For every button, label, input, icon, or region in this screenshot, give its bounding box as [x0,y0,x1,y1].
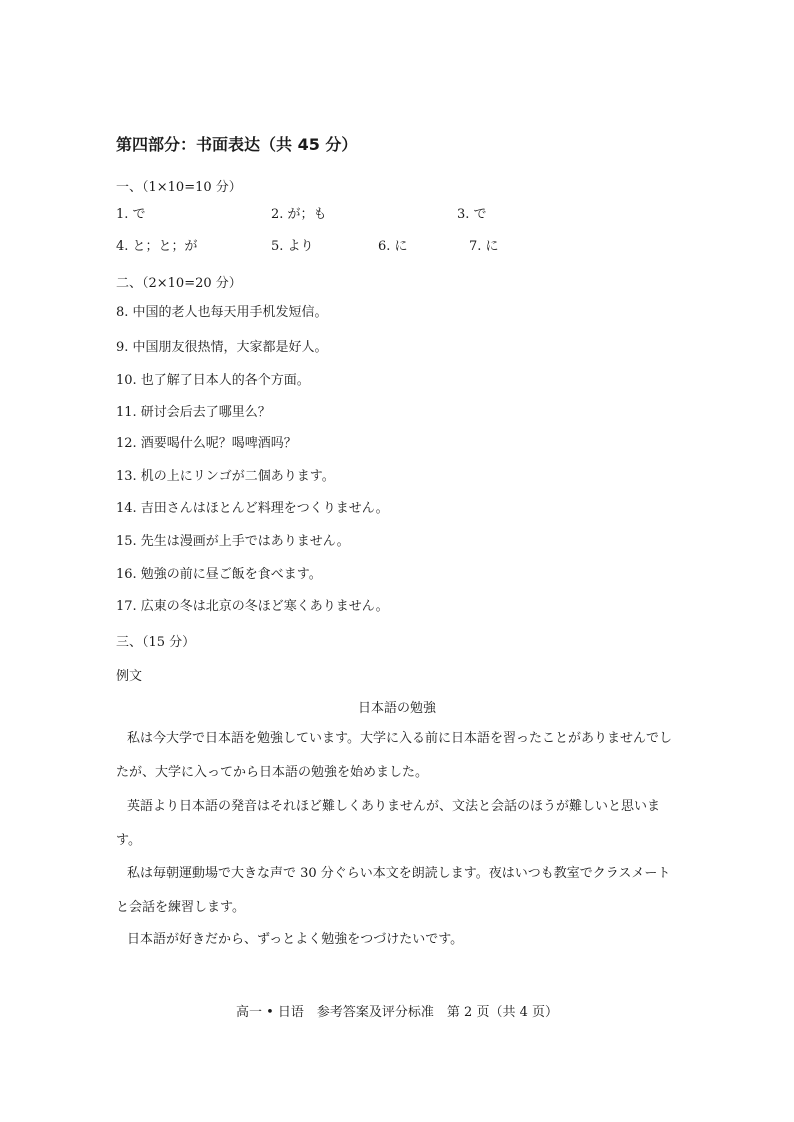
essay-paragraph-2: 英語より日本語の発音はそれほど難しくありませんが、文法と会話のほうが難しいと思います。 [116,799,661,848]
section1-heading: 一、（1×10=10 分） [116,180,242,195]
answer-8: 8. 中国的老人也每天用手机发短信。 [116,305,328,320]
answer-11: 11. 研讨会后去了哪里么？ [116,405,271,420]
essay-paragraph-1: 私は今大学で日本語を勉強しています。大学に入る前に日本語を習ったことがありませんでしたが、大学に入ってから日本語の勉強を始めました。 [116,731,672,780]
answer-15: 15. 先生は漫画が上手ではありません。 [116,534,350,549]
answer-3: 3. で [457,207,487,222]
section2-heading: 二、（2×10=20 分） [116,276,242,291]
essay-paragraph-3: 私は毎朝運動場で大きな声で 30 分ぐらい本文を朗読します。夜はいつも教室でクラスメートと会話を練習します。 [116,866,671,915]
essay-paragraph-4: 日本語が好きだから、ずっとよく勉強をつづけたいです。 [127,932,464,947]
answer-14: 14. 吉田さんはほとんど料理をつくりません。 [116,501,389,516]
page-footer: 高一 • 日语 参考答案及评分标准 第 2 页（共 4 页） [235,1005,558,1020]
answer-9: 9. 中国朋友很热情，大家都是好人。 [116,340,328,355]
answer-2: 2. が；も [271,207,327,222]
answer-7: 7. に [469,239,499,254]
example-label: 例文 [116,669,143,684]
answer-13: 13. 机の上にリンゴが二個あります。 [116,469,335,484]
answer-1: 1. で [116,207,146,222]
answer-12: 12. 酒要喝什么呢？喝啤酒吗？ [116,436,297,451]
answer-6: 6. に [378,239,408,254]
section3-heading: 三、（15 分） [116,635,196,650]
answer-5: 5. より [271,239,314,254]
answer-10: 10. 也了解了日本人的各个方面。 [116,373,310,388]
answer-16: 16. 勉強の前に昼ご飯を食べます。 [116,567,322,582]
essay-title: 日本語の勉強 [357,701,436,716]
section-title: 第四部分：书面表达（共 45 分） [116,135,358,154]
answer-17: 17. 広東の冬は北京の冬ほど寒くありません。 [116,599,389,614]
answer-4: 4. と；と；が [116,239,198,254]
